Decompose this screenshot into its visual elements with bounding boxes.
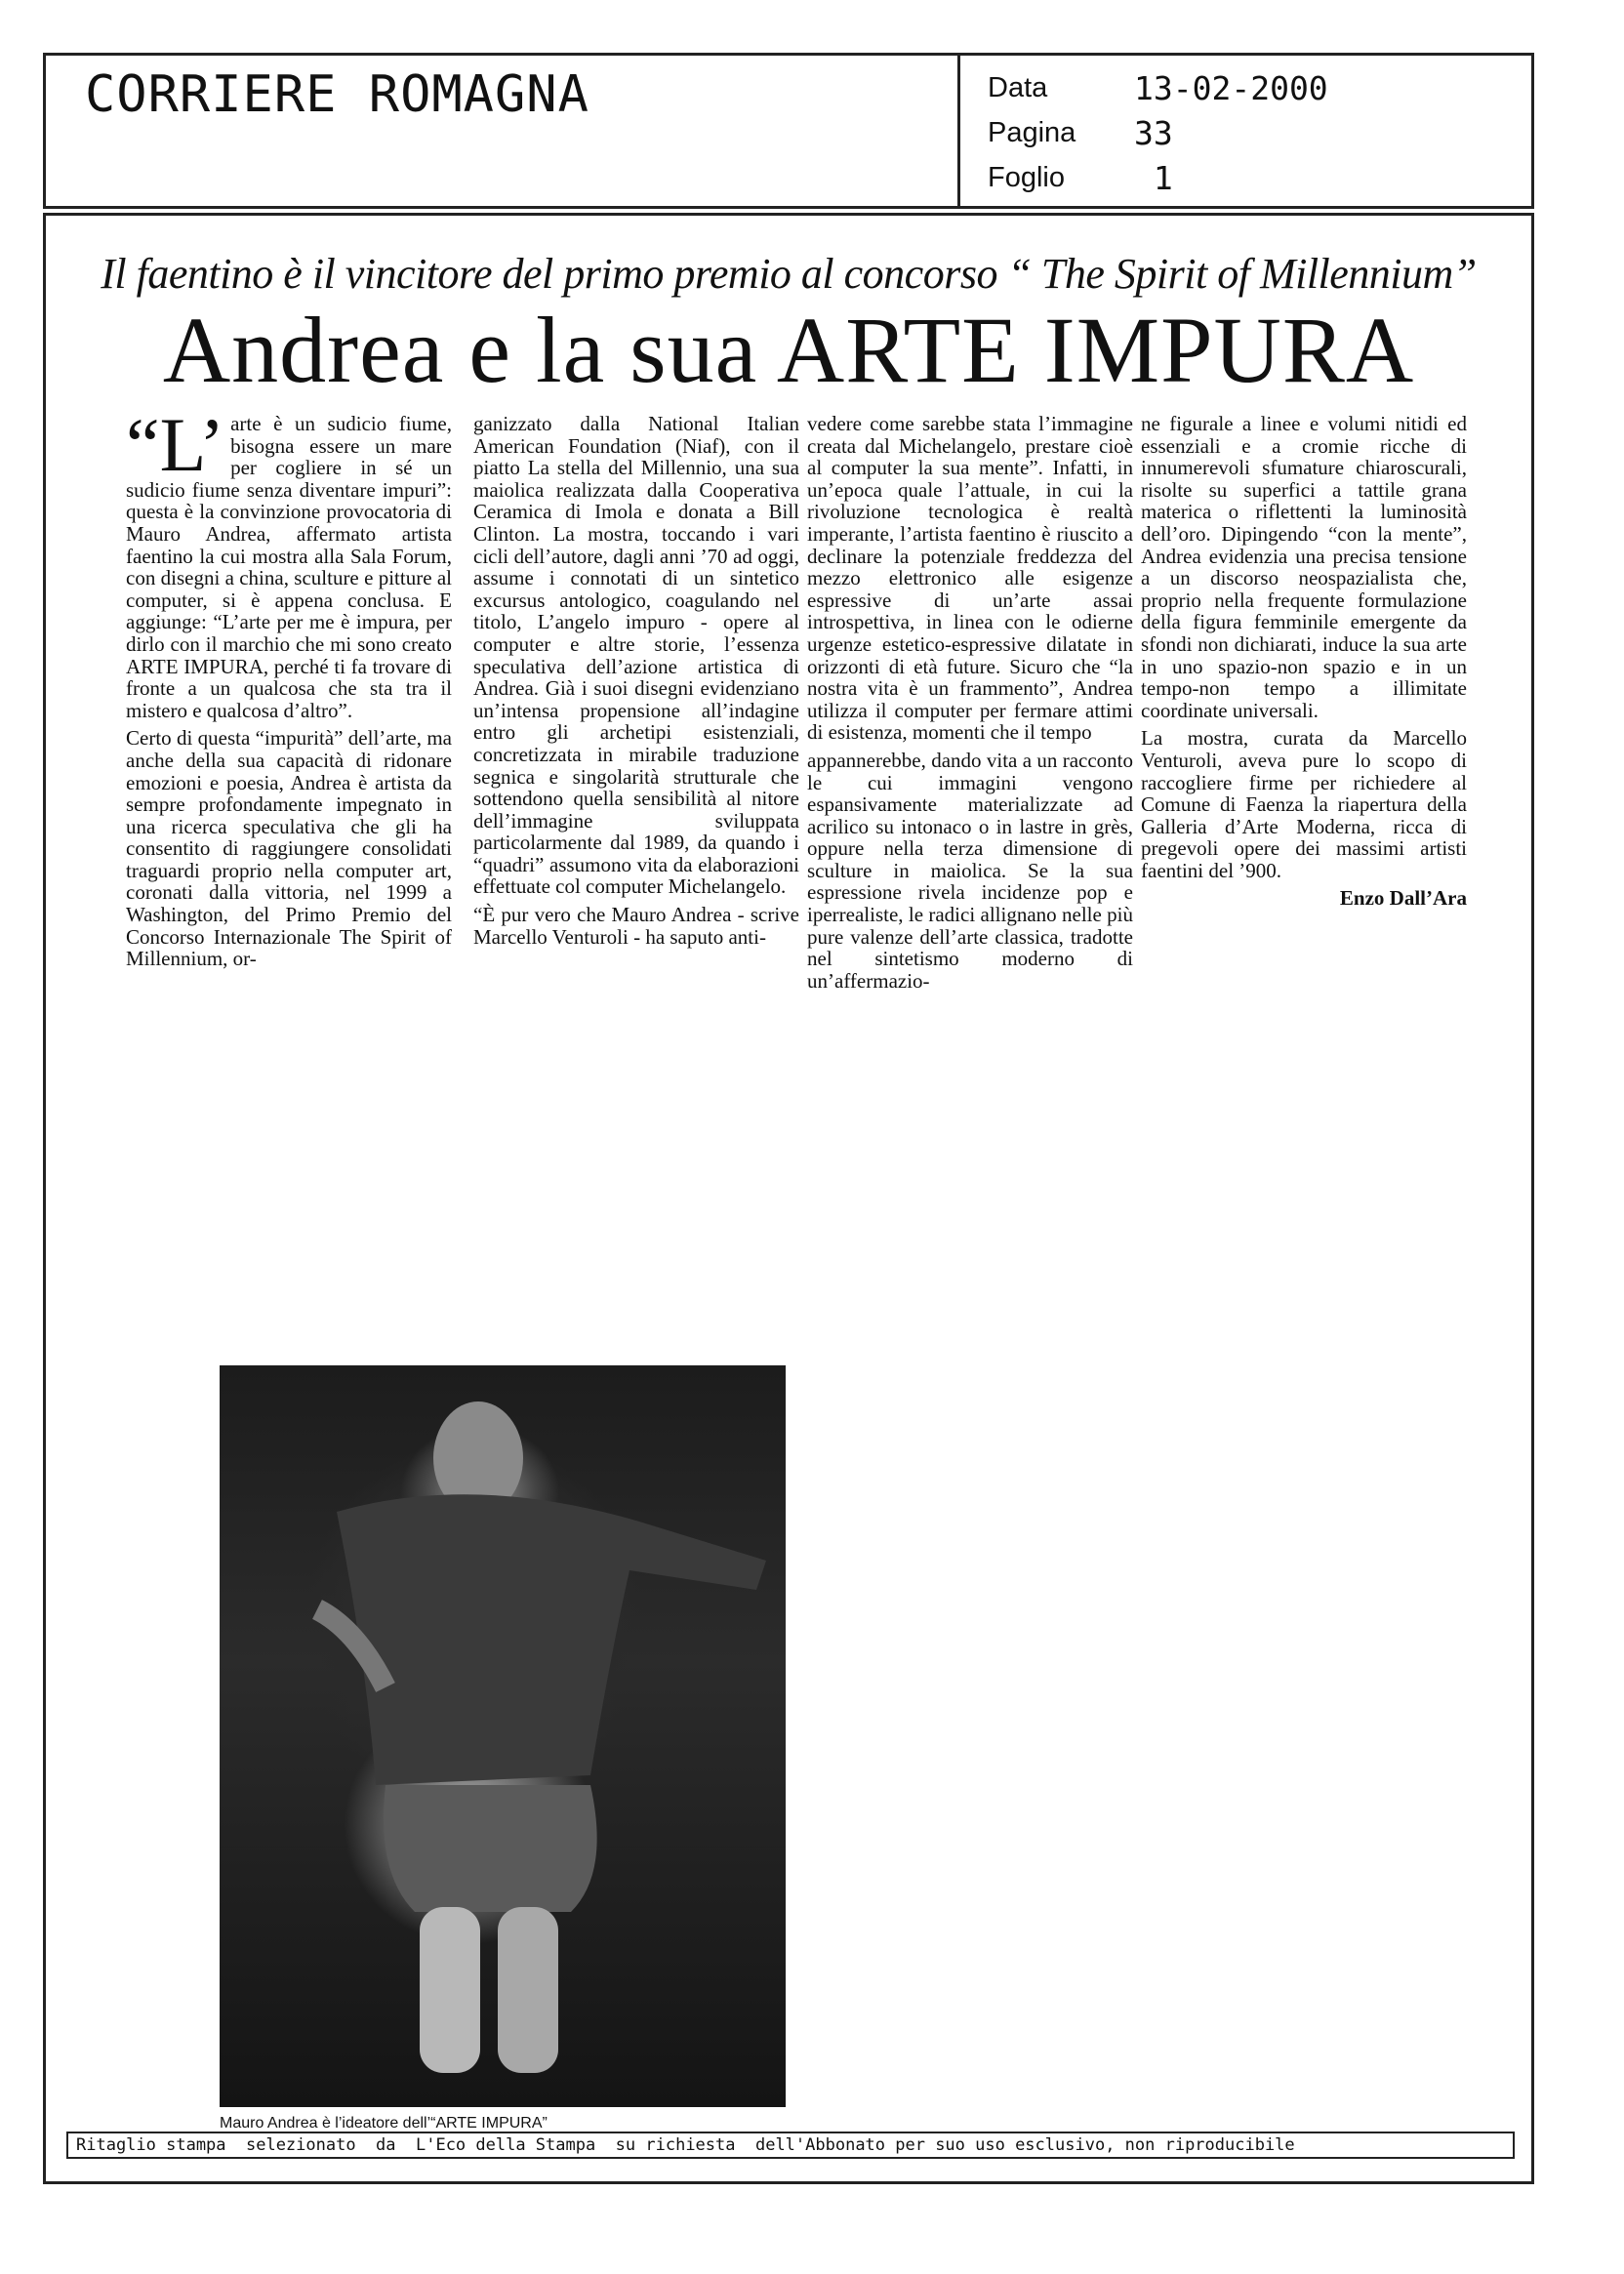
drop-cap: “L’ [126, 402, 225, 487]
article-photo [220, 1365, 786, 2107]
paragraph-text: arte è un sudicio fiume, bisogna essere un mare per cogliere in sé un sudicio fiume senza diventare impuri”: questa è la convinzione provocatoria di Mauro Andrea, affermato artista faentino la cui mostra alla Sala Forum, con disegni a china, sculture e pitture al computer, si è appena conclusa. E aggiunge: “L’arte per me è impura, per dirlo con il marchio che mi sono creato ARTE IMPURA, perché ti fa trovare di fronte a un qualcosa che sta tra il mistero e qualcosa d’altro”. [126, 412, 452, 722]
meta-value: 13-02-2000 [1134, 68, 1328, 107]
paragraph: “È pur vero che Mauro Andrea - scrive Marcello Venturoli - ha saputo anti- [473, 903, 799, 949]
seated-woman-figure [220, 1365, 786, 2107]
paragraph: vedere come sarebbe stata l’immagine creata dal Michelangelo, prestare cioè al computer la sua mente”. Infatti, in un’epoca quale l’attuale, in cui la rivoluzione tecnologica è realtà imperante, l’artista faentino è riuscito a declinare la potenziale freddezza del mezzo elettronico alle esigenze espressive di un’arte assai introspettiva, in linea con le odierne urgenze estetico-espressive dilatate in orizzonti di età future. Sicuro che “la nostra vita è un frammento”, Andrea utilizza il computer per fermare attimi di esistenza, momenti che il tempo [807, 412, 1133, 745]
meta-value: 33 [1134, 113, 1173, 152]
article-frame [43, 213, 1534, 2184]
meta-table [988, 65, 1328, 200]
paragraph: Certo di questa “impurità” dell’arte, ma anche della sua capacità di ridonare emozioni e poesia, Andrea è artista da sempre profondamente impegnato in una ricerca speculativa che gli ha consentito di raggiungere consolidati traguardi proprio nella computer art, coronati dalla vittoria, nel 1999 a Washington, del Primo Premio del Concorso Internazionale The Spirit of Millennium, or- [126, 726, 452, 971]
masthead-meta-box [960, 53, 1534, 209]
article-kicker: Il faentino è il vincitore del primo premio al concorso “ The Spirit of Millennium” [101, 250, 1477, 298]
photo-caption: Mauro Andrea è l’ideatore dell’“ARTE IMPURA” [220, 2115, 548, 2132]
author-byline: Enzo Dall’Ara [1339, 886, 1467, 911]
meta-label: Data [988, 71, 1048, 103]
masthead-title-box [43, 53, 960, 209]
article-column-4 [1141, 413, 1467, 910]
meta-row-sheet [988, 155, 1328, 200]
paragraph: ganizzato dalla National Italian American Foundation (Niaf), con il piatto La stella del Millennio, una sua maiolica realizzata dalla Cooperativa Ceramica di Imola e donata a Bill Clinton. La mostra, toccando i vari cicli dell’autore, dagli anni ’70 ad oggi, assume i connotati di un sintetico excursus antologico, coagulando nel titolo, L’angelo impuro - opere al computer e altre storie, l’essenza speculativa dell’azione artistica di Andrea. Già i suoi disegni evidenziano un’intensa propensione all’indagine entro gli archetipi esistenziali, concretizzata in mirabile traduzione segnica e singolarità strutturale che sottendono quella sensibilità al nitore dell’immagine sviluppata particolarmente dal 1989, da quando i “quadri” assumono vita da elaborazioni effettuate col computer Michelangelo. [473, 412, 799, 899]
paragraph: ne figurale a linee e volumi nitidi ed essenziali e a cromie ricche di innumerevoli sfumature chiaroscurali, risolte su superfici a tattile grana materica o riflettenti la luminosità dell’oro. Dipingendo “con la mente”, Andrea evidenzia una precisa tensione a un discorso neospazialista che, proprio nella frequente formulazione della figura femminile emergente da sfondi non dichiarati, induce la sua arte in uno spazio-non spazio e in un tempo-non tempo a illimitate coordinate universali. [1141, 412, 1467, 722]
paragraph: appannerebbe, dando vita a un racconto le cui immagini vengono espansivamente materializzate ad acrilico su intonaco o in lastre in grès, oppure nella terza dimensione di sculture in maiolica. Se la sua espressione rivela incidenze pop e iperrealiste, le radici allignano nelle più pure valenze dell’arte classica, tradotte nel sintetismo moderno di un’affermazio- [807, 748, 1133, 993]
meta-row-date [988, 65, 1328, 110]
article-headline: Andrea e la sua ARTE IMPURA [162, 298, 1415, 402]
article-column-3 [807, 413, 1133, 992]
article-column-1 [126, 402, 452, 971]
paragraph: La mostra, curata da Marcello Venturoli, aveva pure lo scopo di raccogliere firme per richiedere al Comune di Faenza la riapertura della Galleria d’Arte Moderna, ricca di pregevoli opere dei massimi artisti faentini del ’900. [1141, 726, 1467, 882]
newspaper-name: CORRIERE ROMAGNA [85, 65, 589, 124]
meta-label: Pagina [988, 116, 1076, 148]
clipping-notice: Ritaglio stampa selezionato da L'Eco della Stampa su richiesta dell'Abbonato per suo uso esclusivo, non riproducibile [66, 2132, 1515, 2159]
meta-label: Foglio [988, 161, 1065, 193]
article-column-2 [473, 413, 799, 948]
meta-row-page [988, 110, 1328, 155]
paragraph [126, 402, 452, 722]
meta-value: 1 [1134, 158, 1173, 197]
